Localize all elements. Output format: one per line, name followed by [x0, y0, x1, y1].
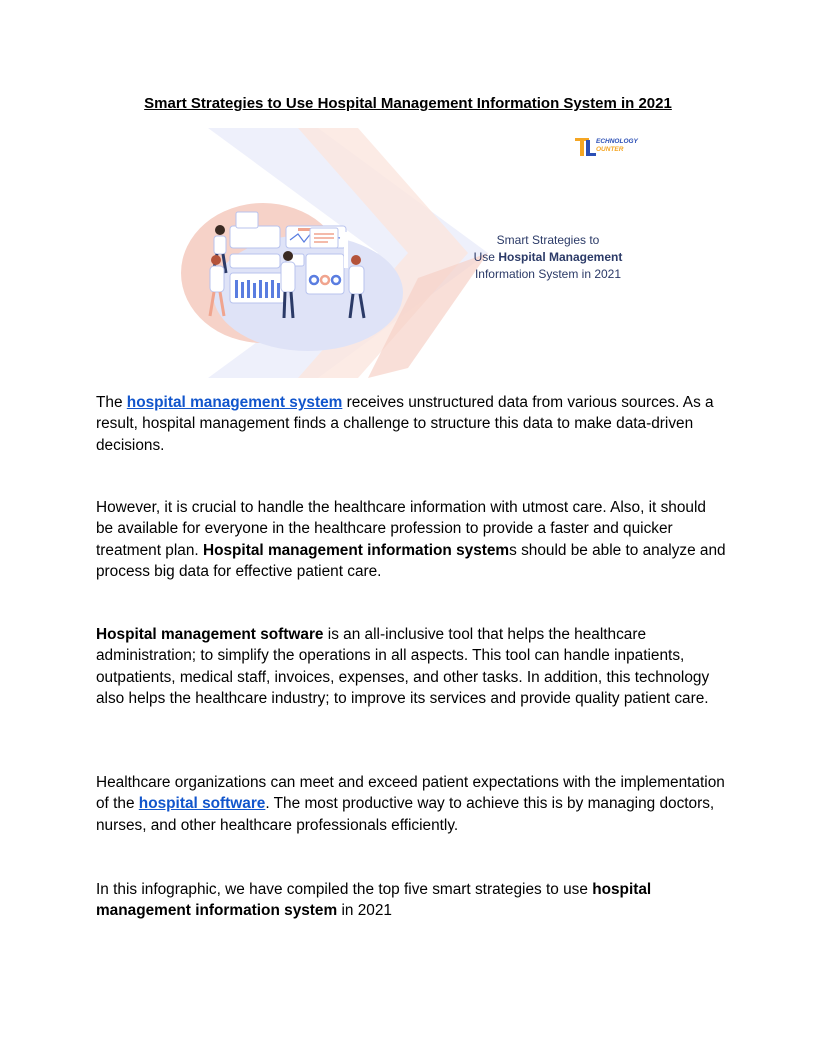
banner-heading-line-3: Information System in 2021 [474, 267, 622, 281]
text-span: receives unstructured data from various sources. As a result, hospital management finds a challenge to structure this data to make data-driven decisions. [96, 394, 714, 454]
hospital-software-link[interactable]: hospital software [138, 795, 266, 813]
paragraph-healthcare-info [96, 497, 726, 582]
text-span: . The most productive way to achieve this is by managing doctors, nurses, and other healthcare professionals efficiently. [96, 795, 715, 834]
paragraph-software [96, 624, 726, 709]
paragraph-infographic [96, 879, 726, 922]
text-span: The [96, 394, 127, 411]
text-span: is an all-inclusive tool that helps the healthcare administration; to simplify the operations in all aspects. This tool can handle inpatients, outpatients, medical staff, invoices, expenses, and other tasks. In addition, this technology also helps the healthcare industry; to improve its services and provide quality patient care. [96, 626, 710, 707]
chart-panel [306, 254, 344, 294]
chart-panel [230, 273, 285, 303]
chart-panel [230, 226, 280, 248]
hospital-management-system-link[interactable]: hospital management system [126, 394, 343, 411]
logo-text [596, 138, 638, 154]
document-title: Smart Strategies to Use Hospital Management Information System in 2021 [144, 95, 672, 112]
text-span: in 2021 [337, 902, 392, 920]
text-span: In this infographic, we have compiled the top five smart strategies to use [96, 881, 593, 898]
text-span: s should be able to analyze and process big data for effective patient care. [96, 541, 726, 580]
banner-heading-line-2 [453, 249, 643, 266]
logo-line-2: OUNTER [596, 146, 624, 153]
paragraph-intro [96, 392, 726, 456]
banner-heading [453, 232, 643, 283]
banner-heading-line-1: Smart Strategies to [496, 233, 600, 247]
text-span: However, it is crucial to handle the healthcare information with utmost care. Also, it should be available for everyone in the healthcare profession to provide a faster and quicker treatment plan. [96, 499, 706, 559]
bold-span: Hospital management information system [202, 541, 510, 559]
banner-image [168, 128, 649, 378]
banner-heading-prefix: Use [473, 250, 499, 264]
bold-span: Hospital management software [96, 626, 324, 643]
technology-counter-logo [575, 138, 596, 156]
banner-heading-bold: Hospital Management [498, 250, 623, 264]
paragraph-organizations [96, 772, 726, 836]
text-span: Healthcare organizations can meet and exceed patient expectations with the implementation of the [96, 774, 725, 813]
bold-span: hospital management information system [96, 881, 652, 920]
chart-panel [230, 254, 280, 268]
logo-line-1: ECHNOLOGY [596, 138, 638, 145]
